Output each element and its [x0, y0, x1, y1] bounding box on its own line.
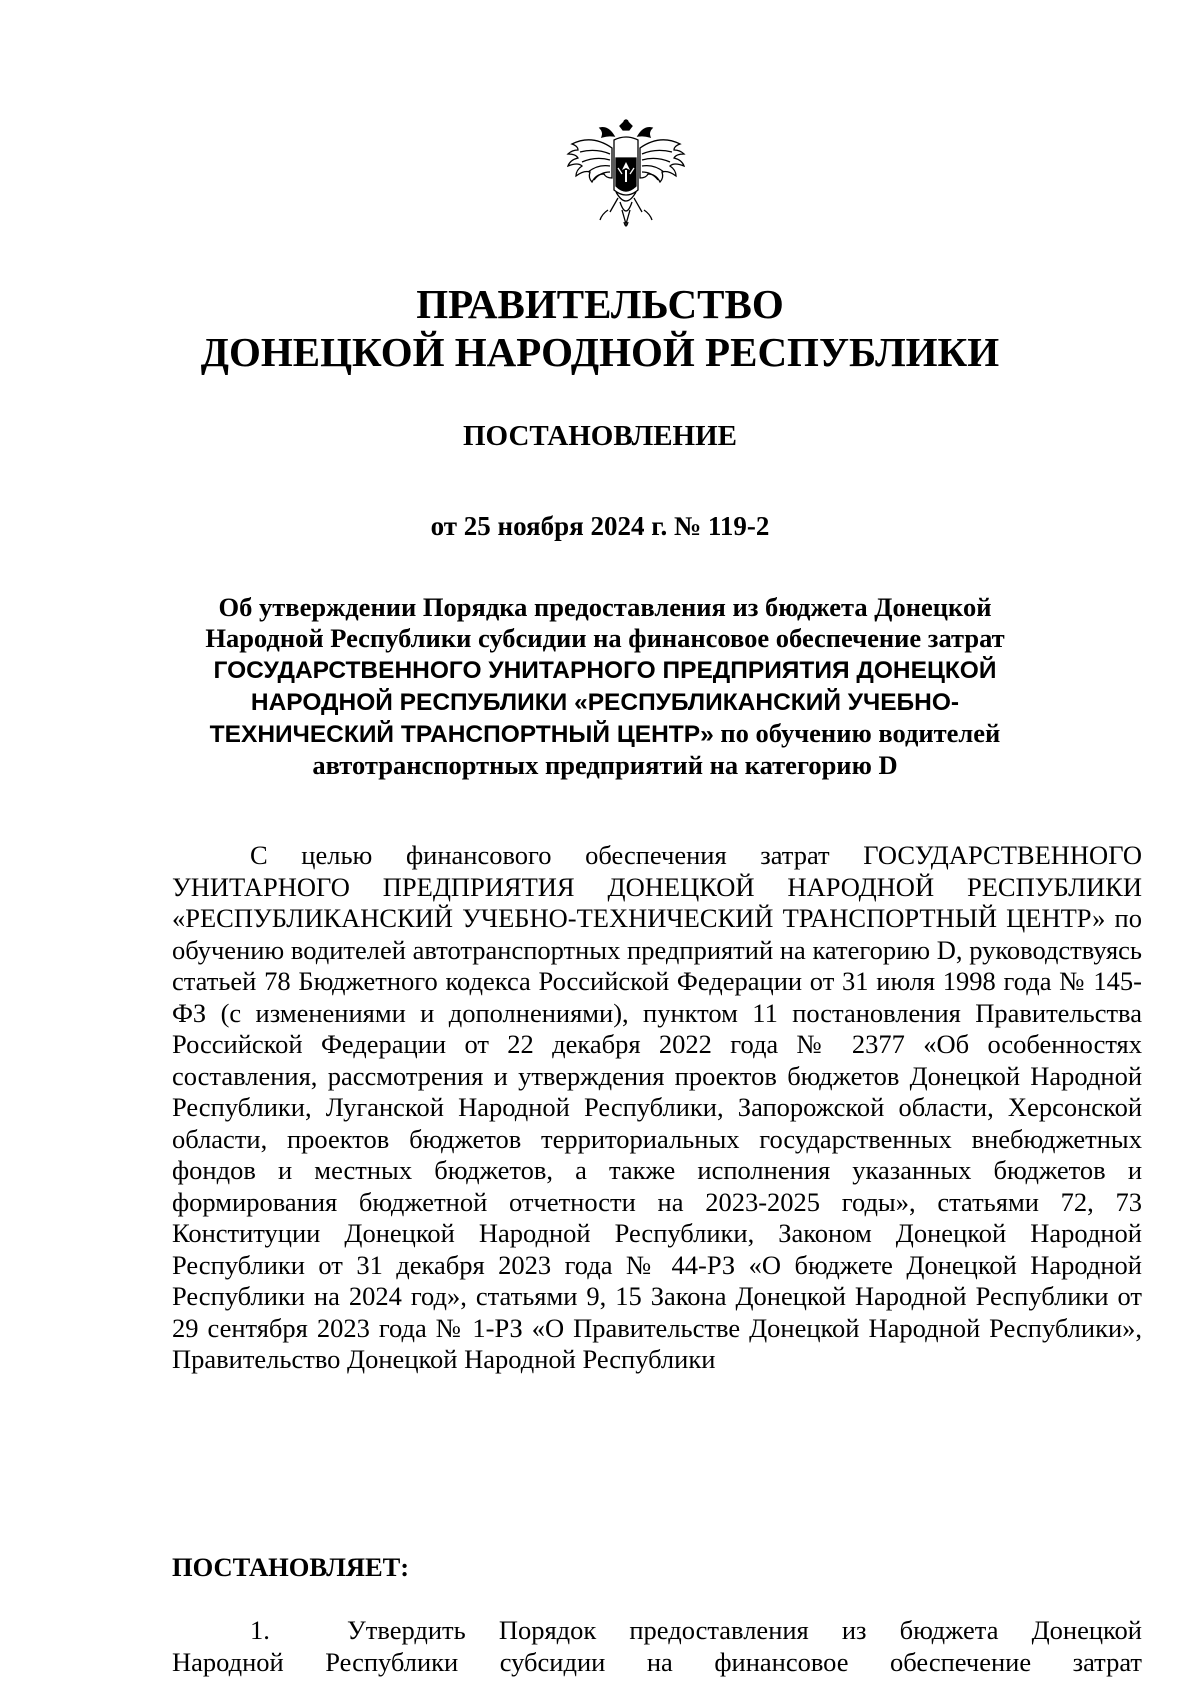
government-title	[0, 280, 1200, 376]
decree-item-1-line-1	[172, 1615, 1142, 1647]
government-title-line-2: ДОНЕЦКОЙ НАРОДНОЙ РЕСПУБЛИКИ	[200, 329, 1000, 375]
decree-item-1-text-line-2: Народной Республики субсидии на финансовое обеспечение затрат	[172, 1646, 1142, 1677]
preamble-paragraph: С целью финансового обеспечения затрат ГОСУДАРСТВЕННОГО УНИТАРНОГО ПРЕДПРИЯТИЯ ДОНЕЦКОЙ НАРОДНОЙ РЕСПУБЛИКИ «РЕСПУБЛИКАНСКИЙ УЧЕБНО-ТЕХНИЧЕСКИЙ ТРАНСПОРТНЫЙ ЦЕНТР» по обучению водителей автотранспортных предприятий на категорию D, руководствуясь статьей 78 Бюджетного кодекса Российской Федерации от 31 июля 1998 года № 145-ФЗ (с изменениями и дополнениями), пунктом 11 постановления Правительства Российской Федерации от 22 декабря 2022 года № 2377 «Об особенностях составления, рассмотрения и утверждения проектов бюджетов Донецкой Народной Республики, Луганской Народной Республики, Запорожской области, Херсонской области, проектов бюджетов территориальных государственных внебюджетных фондов и местных бюджетов, а также исполнения указанных бюджетов и формирования бюджетной отчетности на 2023-2025 годы», статьями 72, 73 Конституции Донецкой Народной Республики, Законом Донецкой Народной Республики от 31 декабря 2023 года № 44-РЗ «О бюджете Донецкой Народной Республики на 2024 год», статьями 9, 15 Закона Донецкой Народной Республики от 29 сентября 2023 года № 1-РЗ «О Правительстве Донецкой Народной Республики», Правительство Донецкой Народной Республики	[172, 840, 1142, 1374]
decree-item-1-text-line-1: Утвердить Порядок предоставления из бюджета Донецкой	[347, 1615, 1142, 1645]
decree-item-1-number: 1.	[250, 1615, 270, 1645]
document-date-number: от 25 ноября 2024 г. № 119-2	[430, 511, 770, 541]
document-subject	[165, 592, 1045, 781]
document-type: ПОСТАНОВЛЕНИЕ	[462, 420, 737, 452]
government-title-line-1: ПРАВИТЕЛЬСТВО	[416, 281, 784, 327]
decree-word: ПОСТАНОВЛЯЕТ:	[172, 1552, 410, 1582]
dpr-coat-of-arms-eagle-icon	[566, 118, 686, 243]
decree-item-1	[172, 1615, 1142, 1678]
subject-part-2: по обучению водителей автотранспортных предприятий на категорию D	[312, 718, 1001, 780]
subject-part-1: Об утверждении Порядка предоставления из бюджета Донецкой Народной Республики субсидии на финансовое обеспечение затрат	[205, 592, 1005, 653]
subject-organization-name: ГОСУДАРСТВЕННОГО УНИТАРНОГО ПРЕДПРИЯТИЯ ДОНЕЦКОЙ НАРОДНОЙ РЕСПУБЛИКИ «РЕСПУБЛИКАНСКИЙ УЧЕБНО-ТЕХНИЧЕСКИЙ ТРАНСПОРТНЫЙ ЦЕНТР»	[209, 657, 997, 748]
